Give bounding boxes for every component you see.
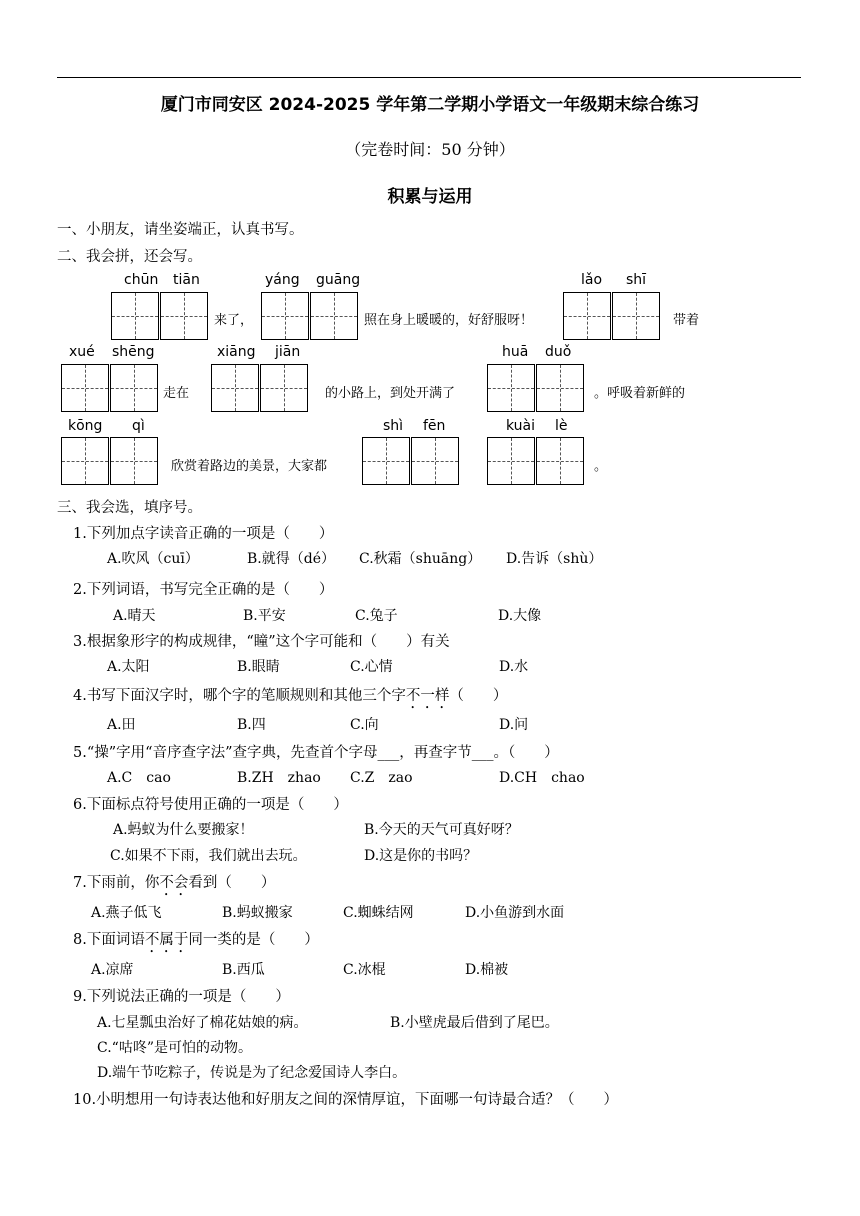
fill-text: 走在: [163, 386, 190, 401]
part1-label: 一、小朋友，请坐姿端正，认真书写。: [57, 222, 304, 238]
writing-box[interactable]: [411, 437, 459, 485]
option: A.C cao: [107, 770, 171, 786]
writing-box[interactable]: [61, 437, 109, 485]
section-heading: 积累与运用: [387, 187, 473, 207]
emphasized-text: 不属于: [144, 932, 189, 948]
pinyin: jiān: [275, 344, 301, 360]
option: A.晴天: [113, 608, 156, 624]
pinyin: shēng: [112, 344, 155, 360]
fill-text: 带着: [673, 313, 700, 328]
pinyin: shī: [626, 272, 647, 288]
option: D.告诉（shù）: [506, 551, 603, 567]
writing-box[interactable]: [261, 292, 309, 340]
question-stem: 6.下面标点符号使用正确的一项是（ ）: [73, 797, 348, 813]
writing-box[interactable]: [563, 292, 611, 340]
pinyin: yáng: [265, 272, 300, 288]
pinyin: chūn: [124, 272, 159, 288]
pinyin: xiāng: [217, 344, 256, 360]
option: C.向: [350, 717, 379, 733]
fill-text: 照在身上暖暖的，好舒服呀！: [364, 313, 534, 328]
option: A.燕子低飞: [91, 905, 162, 921]
pinyin: xué: [69, 344, 95, 360]
emphasized-text: 不会: [159, 875, 189, 891]
writing-box[interactable]: [211, 364, 259, 412]
option: D.这是你的书吗？: [364, 848, 478, 864]
option: B.ZH zhao: [237, 770, 321, 786]
option: C.蜘蛛结网: [343, 905, 414, 921]
option: B.就得（dé）: [247, 551, 335, 567]
option: A.凉席: [91, 962, 134, 978]
option: B.蚂蚁搬家: [222, 905, 293, 921]
pinyin: guāng: [316, 272, 361, 288]
question-stem: 5.“操”字用“音序查字法”查字典，先查首个字母___，再查字节___。（ ）: [73, 745, 559, 761]
option: D.端午节吃粽子，传说是为了纪念爱国诗人李白。: [97, 1065, 407, 1081]
option: C.如果不下雨，我们就出去玩。: [110, 848, 307, 864]
writing-box[interactable]: [487, 364, 535, 412]
option: D.大像: [498, 608, 542, 624]
option: A.田: [107, 717, 136, 733]
part3-label: 三、我会选，填序号。: [57, 500, 202, 516]
option: D.CH chao: [499, 770, 585, 786]
writing-box[interactable]: [61, 364, 109, 412]
writing-box[interactable]: [536, 437, 584, 485]
question-stem: 10.小明想用一句诗表达他和好朋友之间的深情厚谊，下面哪一句诗最合适？（ ）: [73, 1092, 619, 1108]
option: D.小鱼游到水面: [465, 905, 565, 921]
option: C.“咕咚”是可怕的动物。: [97, 1040, 252, 1056]
option: B.西瓜: [222, 962, 265, 978]
option: B.四: [237, 717, 266, 733]
writing-box[interactable]: [362, 437, 410, 485]
writing-box[interactable]: [110, 364, 158, 412]
writing-box[interactable]: [111, 292, 159, 340]
fill-text: 。呼吸着新鲜的: [594, 386, 686, 401]
fill-text: 欣赏着路边的美景，大家都: [171, 459, 328, 474]
option: B.平安: [243, 608, 286, 624]
option: C.心情: [350, 659, 393, 675]
writing-box[interactable]: [310, 292, 358, 340]
writing-box[interactable]: [612, 292, 660, 340]
emphasized-text: 不一样: [405, 688, 450, 704]
fill-text: 来了，: [214, 313, 254, 328]
option: D.水: [499, 659, 529, 675]
option: A.七星瓢虫治好了棉花姑娘的病。: [97, 1015, 308, 1031]
question-stem: 4.书写下面汉字时，哪个字的笔顺规则和其他三个字不一样（ ）: [73, 688, 508, 704]
option: D.问: [499, 717, 529, 733]
top-rule: [57, 77, 801, 78]
fill-text: 的小路上，到处开满了: [325, 386, 456, 401]
pinyin: huā: [502, 344, 529, 360]
pinyin: duǒ: [545, 344, 572, 360]
writing-box[interactable]: [536, 364, 584, 412]
option: B.今天的天气可真好呀？: [364, 822, 519, 838]
option: B.眼睛: [237, 659, 280, 675]
exam-duration: （完卷时间：50 分钟）: [345, 140, 515, 159]
pinyin: shì: [383, 418, 404, 434]
pinyin: fēn: [423, 418, 446, 434]
option: A.蚂蚁为什么要搬家！: [113, 822, 254, 838]
option: A.太阳: [107, 659, 150, 675]
fill-text: 。: [594, 459, 608, 474]
option: B.小壁虎最后借到了尾巴。: [390, 1015, 559, 1031]
question-stem: 8.下面词语不属于同一类的是（ ）: [73, 932, 319, 948]
pinyin: lǎo: [581, 272, 603, 288]
pinyin: kuài: [506, 418, 536, 434]
pinyin: tiān: [173, 272, 200, 288]
question-stem: 9.下列说法正确的一项是（ ）: [73, 989, 290, 1005]
writing-box[interactable]: [487, 437, 535, 485]
pinyin: kōng: [68, 418, 103, 434]
option: C.兔子: [355, 608, 398, 624]
question-stem: 7.下雨前，你不会看到（ ）: [73, 875, 276, 891]
writing-box[interactable]: [160, 292, 208, 340]
option: C.冰棍: [343, 962, 386, 978]
option: A.吹风（cuī）: [107, 551, 199, 567]
question-stem: 3.根据象形字的构成规律，“瞳”这个字可能和（ ）有关: [73, 634, 450, 650]
writing-box[interactable]: [260, 364, 308, 412]
writing-box[interactable]: [110, 437, 158, 485]
option: D.棉被: [465, 962, 509, 978]
option: C.Z zao: [350, 770, 413, 786]
part2-label: 二、我会拼，还会写。: [57, 249, 202, 265]
question-stem: 1.下列加点字读音正确的一项是（ ）: [73, 526, 334, 542]
option: C.秋霜（shuāng）: [359, 551, 482, 567]
pinyin: qì: [132, 418, 145, 434]
pinyin: lè: [555, 418, 568, 434]
question-stem: 2.下列词语，书写完全正确的是（ ）: [73, 582, 334, 598]
page-title: 厦门市同安区 2024-2025 学年第二学期小学语文一年级期末综合练习: [160, 95, 700, 115]
